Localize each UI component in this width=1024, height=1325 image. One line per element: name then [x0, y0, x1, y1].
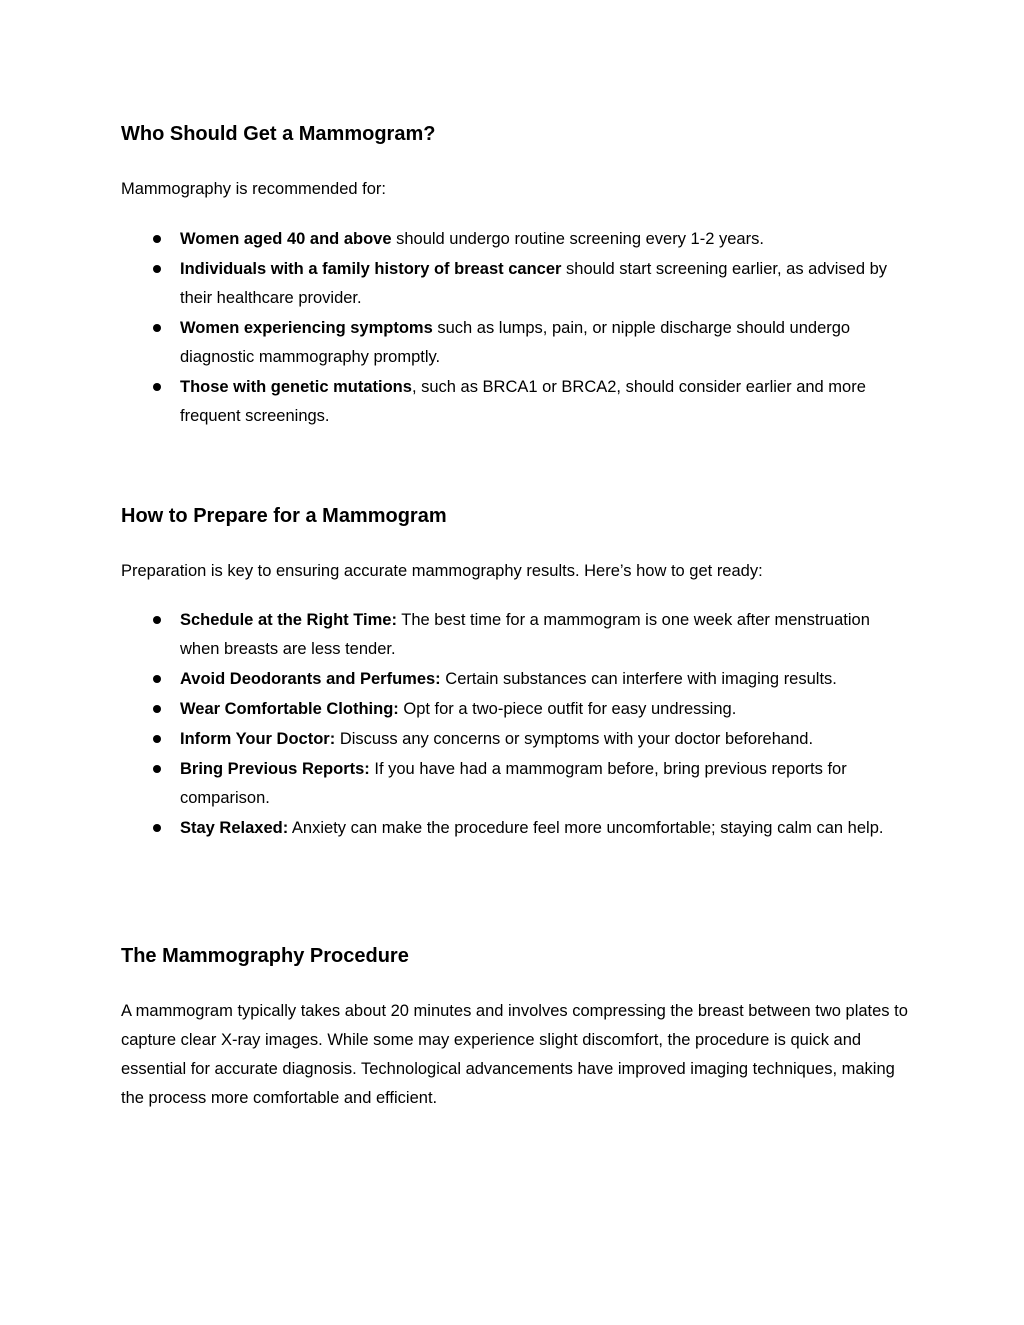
bullet-icon [153, 383, 161, 391]
list-item [121, 725, 911, 754]
bullet-icon [153, 824, 161, 832]
recommendation-list [121, 225, 911, 432]
list-item-term: Avoid Deodorants and Perfumes: [180, 670, 441, 688]
list-item [121, 814, 911, 843]
list-item-term: Bring Previous Reports: [180, 760, 370, 778]
section-body-procedure: A mammogram typically takes about 20 minutes and involves compressing the breast between two plates to capture clear X-ray images. While some may experience slight discomfort, the procedure is quick and essential for accurate diagnosis. Technological advancements have improved imaging techniques, making the process more comfortable and efficient. [121, 1002, 908, 1107]
list-item-term: Wear Comfortable Clothing: [180, 700, 399, 718]
list-item-text: Discuss any concerns or symptoms with your doctor beforehand. [335, 730, 814, 748]
list-item-term: Those with genetic mutations [180, 378, 412, 396]
list-item-term: Individuals with a family history of breast cancer [180, 260, 562, 278]
section-title-how-to-prepare: How to Prepare for a Mammogram [121, 505, 447, 527]
bullet-icon [153, 324, 161, 332]
list-item-text: If you have had a mammogram before, bring previous reports for comparison. [180, 760, 847, 807]
section-intro-how-to-prepare: Preparation is key to ensuring accurate mammography results. Here’s how to get ready: [121, 562, 763, 580]
list-item [121, 255, 911, 313]
list-item-text: Opt for a two-piece outfit for easy undressing. [398, 700, 737, 718]
list-item [121, 665, 911, 694]
list-item [121, 695, 911, 724]
list-item [121, 755, 911, 813]
section-title-procedure: The Mammography Procedure [121, 945, 409, 967]
bullet-icon [153, 705, 161, 713]
list-item-term: Women aged 40 and above [180, 230, 392, 248]
list-item-text: such as lumps, pain, or nipple discharge should undergo diagnostic mammography promptly. [180, 319, 851, 366]
section-intro-who-should-get: Mammography is recommended for: [121, 180, 387, 198]
list-item-term: Stay Relaxed: [180, 819, 289, 837]
list-item-term: Schedule at the Right Time: [180, 611, 397, 629]
list-item [121, 373, 911, 431]
list-item [121, 606, 911, 664]
section-title-who-should-get: Who Should Get a Mammogram? [121, 123, 436, 145]
list-item-term: Inform Your Doctor: [180, 730, 336, 748]
list-item-text: Certain substances can interfere with imaging results. [440, 670, 837, 688]
list-item [121, 225, 911, 254]
list-item-text: Anxiety can make the procedure feel more uncomfortable; staying calm can help. [288, 819, 884, 837]
bullet-icon [153, 735, 161, 743]
list-item-text: The best time for a mammogram is one week after menstruation when breasts are less tender. [180, 611, 870, 658]
list-item-term: Women experiencing symptoms [180, 319, 433, 337]
bullet-icon [153, 675, 161, 683]
bullet-icon [153, 235, 161, 243]
bullet-icon [153, 616, 161, 624]
list-item-text: should undergo routine screening every 1-2 years. [391, 230, 764, 248]
list-item-text: should start screening earlier, as advised by their healthcare provider. [180, 260, 888, 307]
bullet-icon [153, 765, 161, 773]
list-item-text: , such as BRCA1 or BRCA2, should consider earlier and more frequent screenings. [180, 378, 866, 425]
bullet-icon [153, 265, 161, 273]
list-item [121, 314, 911, 372]
preparation-list [121, 606, 911, 844]
